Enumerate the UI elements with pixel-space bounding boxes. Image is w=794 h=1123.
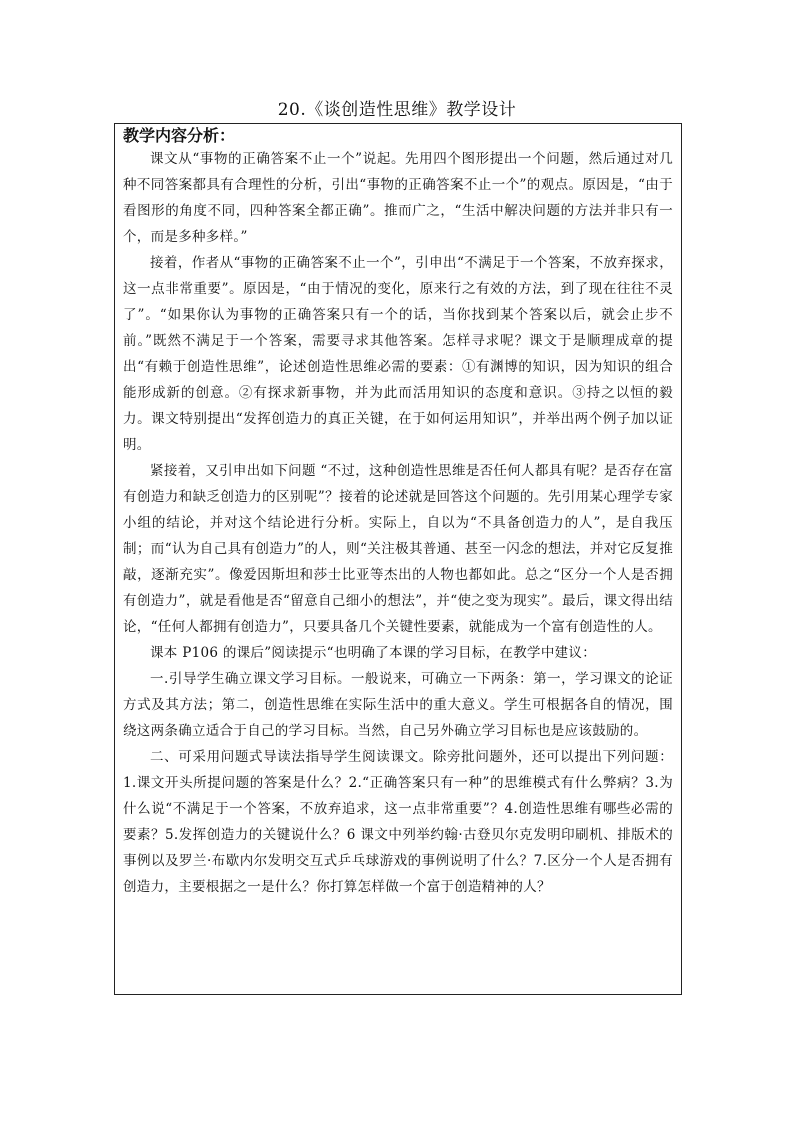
- paragraph-5: 一.引导学生确立课文学习目标。一般说来，可确立一下两条：第一，学习课文的论证方式及其方法；第二，创造性思维在实际生活中的重大意义。学生可根据各自的情况，围绕这两条确立适合于自己的学习目标。当然，自己另外确立学习目标也是应该鼓励的。: [123, 671, 673, 739]
- section-heading: 教学内容分析：: [123, 126, 236, 145]
- content-table-cell: [114, 123, 682, 995]
- paragraph-2: 接着，作者从“事物的正确答案不止一个”，引申出“不满足于一个答案，不放弃探求，这一点非常重要”。原因是，“由于情况的变化，原来行之有效的方法，到了现在往往不灵了”。“如果你认为事物的正确答案只有一个的话，当你找到某个答案以后，就会止步不前。”既然不满足于一个答案，需要寻求其他答案。怎样寻求呢？课文于是顺理成章的提出“有赖于创造性思维”，论述创造性思维必需的要素：①有渊博的知识，因为知识的组合能形成新的创意。②有探求新事物，并为此而活用知识的态度和意识。③持之以恒的毅力。课文特别提出“发挥创造力的真正关键，在于如何运用知识”，并举出两个例子加以证明。: [123, 255, 673, 453]
- paragraph-1: 课文从“事物的正确答案不止一个”说起。先用四个图形提出一个问题，然后通过对几种不同答案都具有合理性的分析，引出“事物的正确答案不止一个”的观点。原因是，“由于看图形的角度不同，四种答案全都正确”。推而广之，“生活中解决问题的方法并非只有一个，而是多种多样。”: [123, 151, 673, 245]
- paragraph-3: 紧接着，又引申出如下问题 “不过，这种创造性思维是否任何人都具有呢？是否存在富有创造力和缺乏创造力的区别呢”？接着的论述就是回答这个问题的。先引用某心理学专家小组的结论，并对这个结论进行分析。实际上，自以为“不具备创造力的人”，是自我压制；而“认为自己具有创造力”的人，则“关注极其普通、甚至一闪念的想法，并对它反复推敲，逐渐充实”。像爱因斯坦和莎士比亚等杰出的人物也都如此。总之“区分一个人是否拥有创造力”，就是看他是否“留意自己细小的想法”，并“使之变为现实”。最后，课文得出结论，“任何人都拥有创造力”，只要具备几个关键性要素，就能成为一个富有创造性的人。: [123, 463, 673, 635]
- paragraph-6: 二、可采用问题式导读法指导学生阅读课文。除旁批问题外，还可以提出下列问题：1.课文开头所提问题的答案是什么？2.“正确答案只有一种”的思维模式有什么弊病？3.为什么说“不满足于一个答案，不放弃追求，这一点非常重要”？4.创造性思维有哪些必需的要素？5.发挥创造力的关键说什么？6 课文中列举约翰·古登贝尔克发明印刷机、排版术的事例以及罗兰·布歇内尔发明交互式乒乓球游戏的事例说明了什么？7.区分一个人是否拥有创造力，主要根据之一是什么？你打算怎样做一个富于创造精神的人？: [123, 749, 673, 895]
- document-title: 20.《谈创造性思维》教学设计: [277, 100, 517, 120]
- paragraph-4: 课本 P106 的课后”阅读提示“也明确了本课的学习目标，在教学中建议：: [150, 645, 597, 661]
